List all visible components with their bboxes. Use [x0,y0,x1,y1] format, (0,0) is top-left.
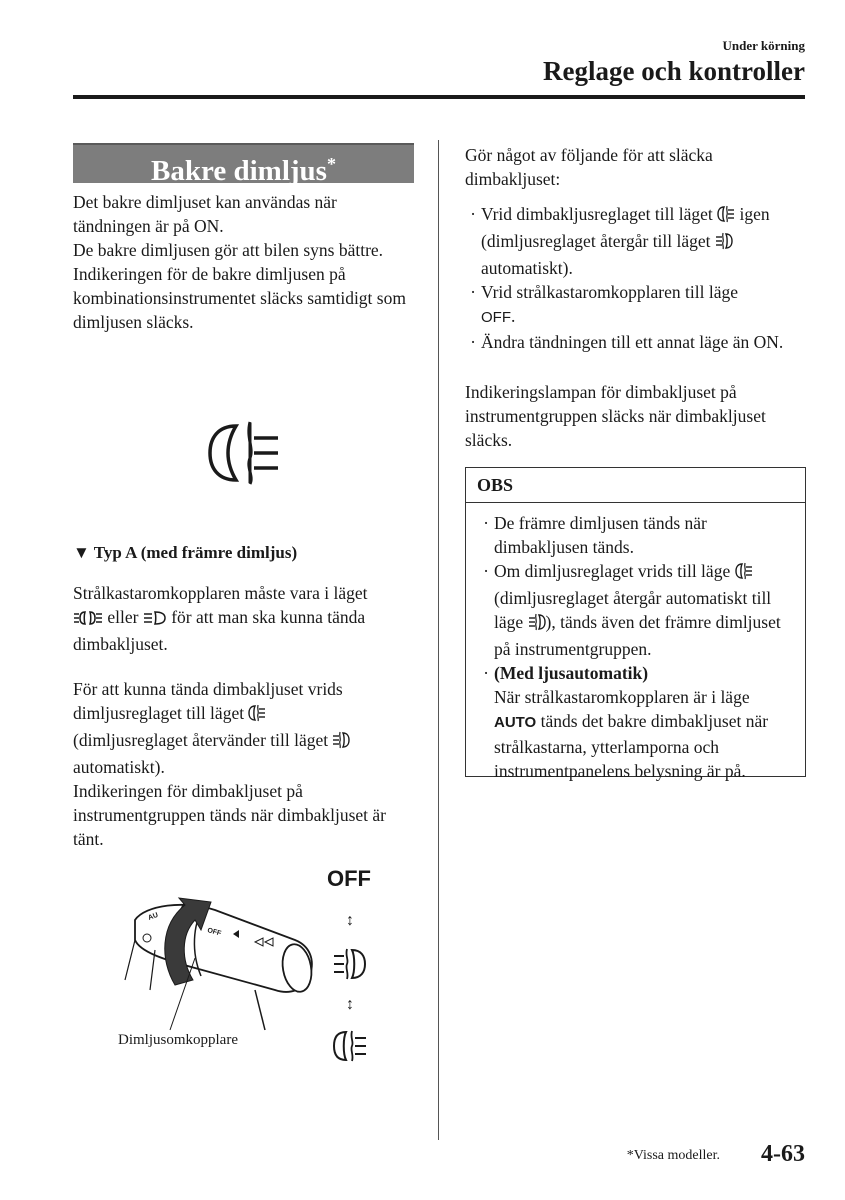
svg-text:OFF: OFF [206,927,222,938]
front-fog-diagram-icon [332,946,368,987]
indicator-paragraph: Indikeringen för dimbakljuset på instrumentgruppen tänds när dimbakljuset är tänt. [73,781,386,849]
off-label: OFF [481,309,511,326]
rear-fog-small-icon [735,562,753,586]
list-item: · Om dimljusreglaget vrids till läge (dimljusreglaget återgår automatiskt till läge ), tänds även det främre dimljuset på instrumentgruppen. [483,561,781,659]
column-divider [438,140,439,1140]
intro-paragraph-2: De bakre dimljusen gör att bilen syns bättre. [73,240,384,260]
header-rule [73,95,805,99]
rear-fog-small-icon [248,704,266,728]
page-number: 4-63 [761,1141,805,1167]
svg-text:AU: AU [147,911,160,922]
page-title: Reglage och kontroller [543,56,805,86]
arrow-up-down-icon-2: ↕ [346,996,354,1013]
list-item: · De främre dimljusen tänds när dimbakljusen tänds. [483,513,707,557]
list-item: · Vrid strålkastaromkopplaren till läge OFF. [470,282,738,326]
front-fog-small-icon [528,613,546,637]
note-title: OBS [466,468,805,503]
list-item: · Ändra tändningen till ett annat läge än ON. [470,332,784,352]
note-body [466,503,805,783]
rear-fog-diagram-icon [332,1028,368,1069]
diagram-caption: Dimljusomkopplare [118,1032,238,1048]
indicator-lamp-paragraph: Indikeringslampan för dimbakljuset på instrumentgruppen släcks när dimbakljuset släcks. [465,382,766,450]
list-item: · (Med ljusautomatik) När strålkastaromkopplaren är i läge AUTO tänds det bakre dimbakljuset när strålkastarna, ytterlamporna och instrumentpanelens belysning är på. [483,663,769,781]
parking-lights-icon [73,608,103,632]
section-title: Bakre dimljus* [73,143,414,183]
auto-label: AUTO [494,714,537,731]
front-fog-small-icon [332,731,350,755]
list-item: · Vrid dimbakljusreglaget till läget igen (dimljusreglaget återgår till läget automatiskt). [470,204,770,278]
rear-fog-light-icon [206,418,286,493]
turn-switch-paragraph: För att kunna tända dimbakljuset vrids dimljusreglaget till läget (dimljusreglaget återvänder till läget automatiskt). Indikeringen för dimbakljuset på instrumentgruppen tänds när dimbakljuset är tänt. [73,677,418,851]
turn-off-bullets [465,202,810,354]
subheading-type-a: ▼ Typ A (med främre dimljus) [73,543,298,562]
arrow-up-down-icon: ↕ [346,912,354,929]
front-fog-small-icon [715,232,733,256]
intro-text [73,190,418,334]
headlights-icon [143,608,167,632]
footer-note: *Vissa modeller. [626,1148,720,1163]
note-box [465,467,806,781]
rear-fog-small-icon [717,205,735,229]
chapter-label: Under körning [722,38,805,53]
switch-position-paragraph: Strålkastaromkopplaren måste vara i läget eller för att man ska kunna tända dimbakljuset. [73,583,368,654]
off-position-label: OFF [327,866,371,891]
intro-paragraph-3: Indikeringen för de bakre dimljusen på kombinationsinstrumentet släcks samtidigt som dimljusen släcks. [73,264,406,332]
right-intro: Gör något av följande för att släcka dimbakljuset: [465,145,713,189]
intro-paragraph-1: Det bakre dimljuset kan användas när tändningen är på ON. [73,192,337,236]
